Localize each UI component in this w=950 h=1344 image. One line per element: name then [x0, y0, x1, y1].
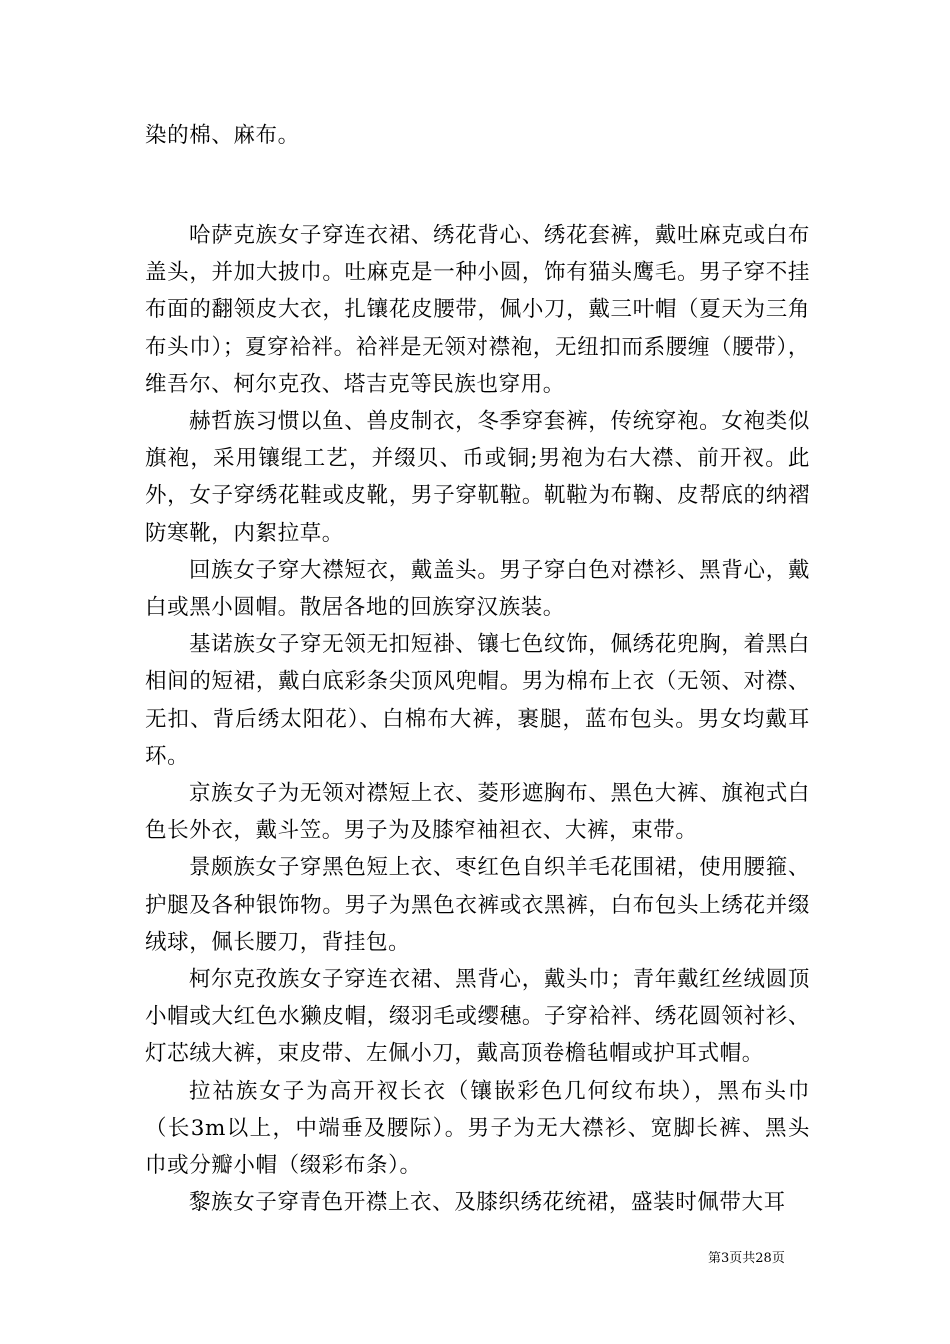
lead-text-block — [145, 117, 810, 154]
paragraph-li: 黎族女子穿青色开襟上衣、及膝织绣花统裙，盛装时佩带大耳 — [189, 1190, 786, 1216]
main-text-block — [145, 217, 810, 1221]
paragraph-jingpo: 景颇族女子穿黑色短上衣、枣红色自织羊毛花围裙，使用腰箍、护腿及各种银饰物。男子为黑色衣裤或衣黑裤，白布包头上绣花并缀绒球，佩长腰刀，背挂包。 — [145, 855, 810, 955]
paragraph-jino: 基诺族女子穿无领无扣短褂、镶七色纹饰，佩绣花兜胸，着黑白相间的短裙，戴白底彩条尖顶风兜帽。男为棉布上衣（无领、对襟、无扣、背后绣太阳花）、白棉布大裤，裹腿，蓝布包头。男女均戴耳环。 — [145, 632, 810, 769]
lead-line: 染的棉、麻布。 — [145, 123, 300, 148]
paragraph-lahu: 拉祜族女子为高开衩长衣（镶嵌彩色几何纹布块），黑布头巾（长3m以上，中端垂及腰际）。男子为无大襟衫、宽脚长裤、黑头巾或分瓣小帽（缀彩布条）。 — [145, 1078, 810, 1179]
page-number-footer: 第3页共28页 — [708, 1251, 785, 1266]
paragraph-hui: 回族女子穿大襟短衣，戴盖头。男子穿白色对襟衫、黑背心，戴白或黑小圆帽。散居各地的回族穿汉族装。 — [145, 557, 810, 621]
paragraph-kazakh: 哈萨克族女子穿连衣裙、绣花背心、绣花套裤，戴吐麻克或白布盖头，并加大披巾。吐麻克是一种小圆，饰有猫头鹰毛。男子穿不挂布面的翻领皮大衣，扎镶花皮腰带，佩小刀，戴三叶帽（夏天为三角布头巾）；夏穿袷袢。袷袢是无领对襟袍，无纽扣而系腰缠（腰带），维吾尔、柯尔克孜、塔吉克等民族也穿用。 — [145, 223, 810, 397]
paragraph-kyrgyz: 柯尔克孜族女子穿连衣裙、黑背心，戴头巾；青年戴红丝绒圆顶小帽或大红色水獭皮帽，缀羽毛或缨穗。子穿袷袢、绣花圆领衬衫、灯芯绒大裤，束皮带、左佩小刀，戴高顶卷檐毡帽或护耳式帽。 — [145, 967, 810, 1067]
paragraph-jing: 京族女子为无领对襟短上衣、菱形遮胸布、黑色大裤、旗袍式白色长外衣，戴斗笠。男子为及膝窄袖袒衣、大裤，束带。 — [145, 781, 810, 844]
paragraph-hezhe: 赫哲族习惯以鱼、兽皮制衣，冬季穿套裤，传统穿袍。女袍类似旗袍，采用镶绲工艺，并缀贝、币或铜;男袍为右大襟、前开衩。此外，女子穿绣花鞋或皮靴，男子穿靰鞡。靰鞡为布鞠、皮帮底的纳褶防寒靴，内絮拉草。 — [145, 409, 810, 546]
